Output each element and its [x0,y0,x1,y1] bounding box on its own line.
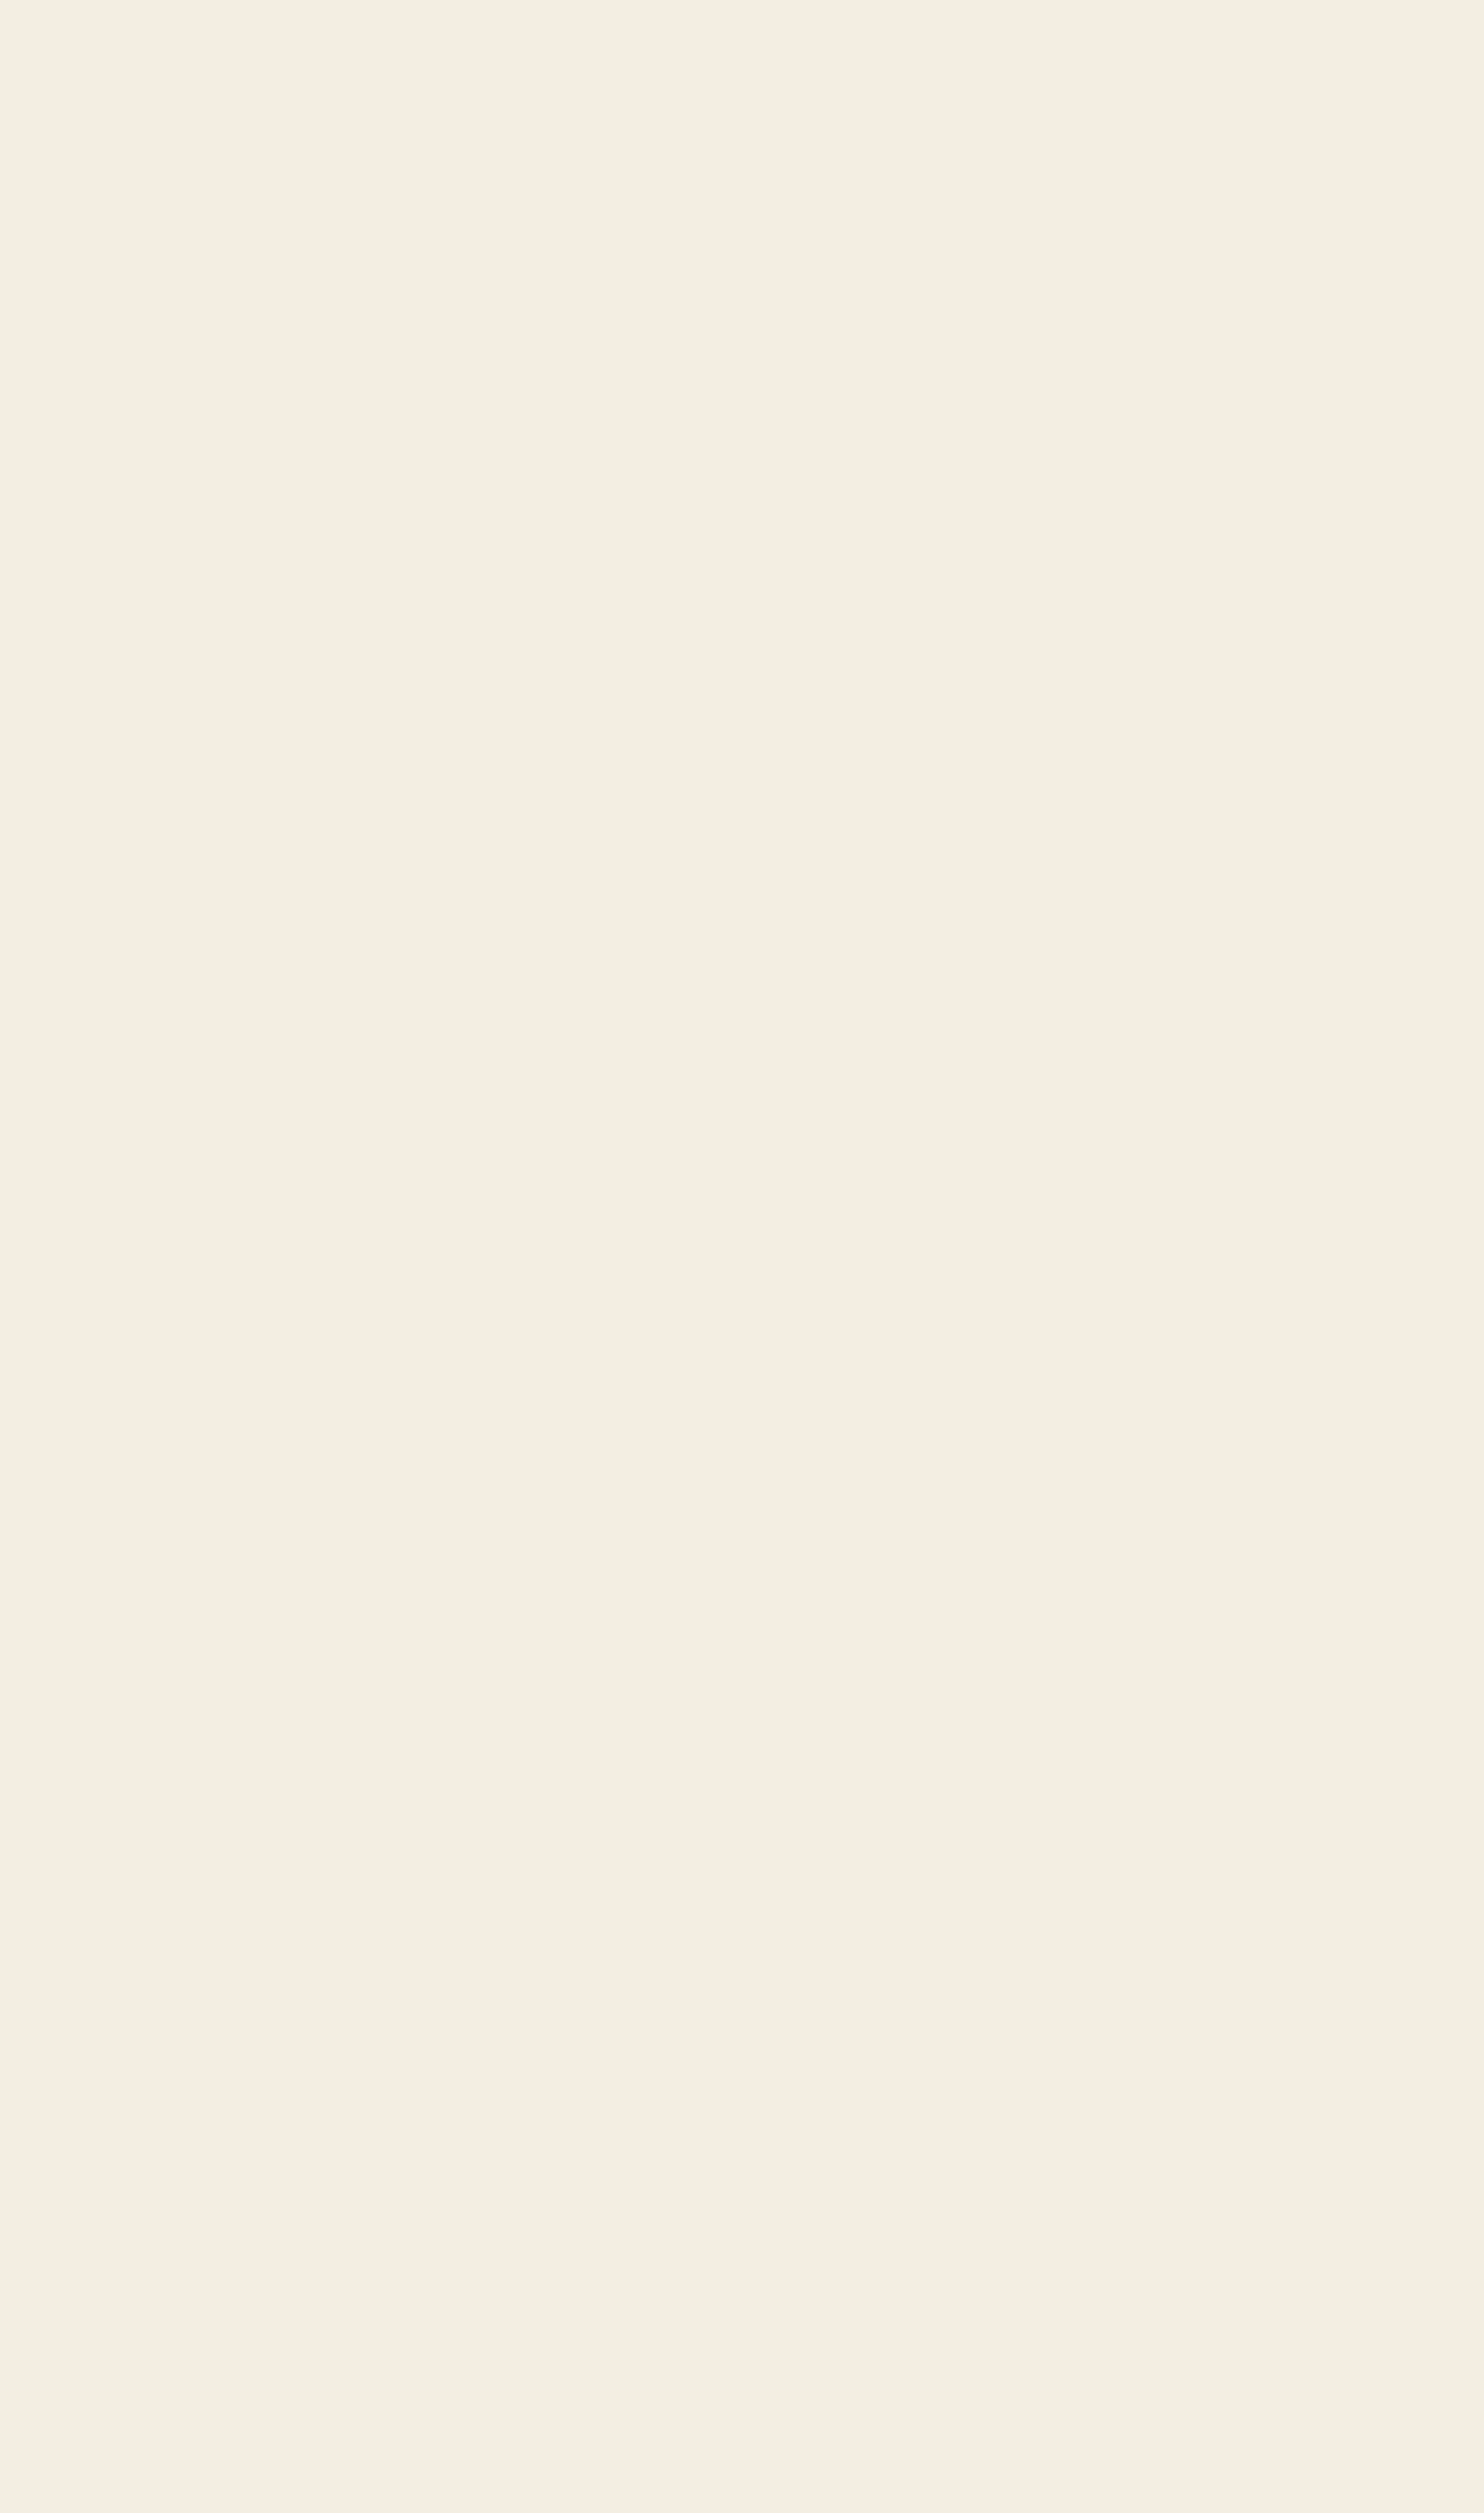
page-header [52,89,1424,136]
